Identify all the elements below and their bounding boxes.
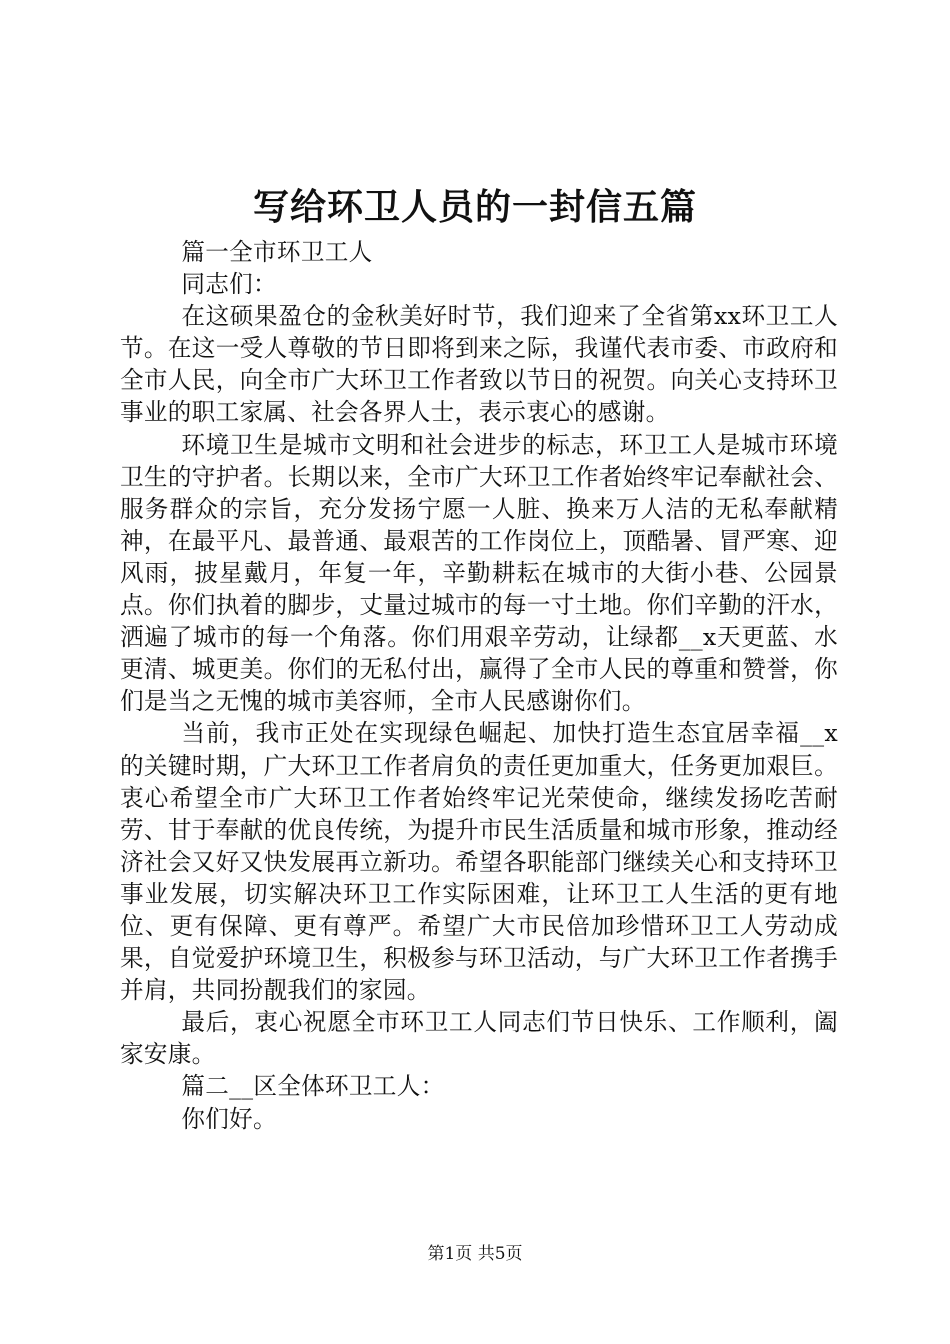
paragraph-1: 在这硕果盈仓的金秋美好时节，我们迎来了全省第xx环卫工人节。在这一受人尊敬的节日即将到来之际，我谨代表市委、市政府和全市人民，向全市广大环卫工作者致以节日的祝贺。向关心支持环卫事业的职工家属、社会各界人士，表示衷心的感谢。 [120, 302, 838, 427]
document-title: 写给环卫人员的一封信五篇 [252, 186, 697, 228]
paragraph-2: 环境卫生是城市文明和社会进步的标志，环卫工人是城市环境卫生的守护者。长期以来，全市广大环卫工作者始终牢记奉献社会、服务群众的宗旨，充分发扬宁愿一人脏、换来万人洁的无私奉献精神，在最平凡、最普通、最艰苦的工作岗位上，顶酷暑、冒严寒、迎风雨，披星戴月，年复一年，辛勤耕耘在城市的大街小巷、公园景点。你们执着的脚步，丈量过城市的每一寸土地。你们辛勤的汗水，洒遍了城市的每一个角落。你们用艰辛劳动，让绿都__x天更蓝、水更清、城更美。你们的无私付出，赢得了全市人民的尊重和赞誉，你们是当之无愧的城市美容师，全市人民感谢你们。 [120, 430, 838, 716]
paragraph-4: 最后，衷心祝愿全市环卫工人同志们节日快乐、工作顺利，阖家安康。 [120, 1008, 838, 1069]
page-number-footer: 第1页 共5页 [427, 1244, 523, 1264]
salutation: 同志们： [181, 270, 277, 299]
section-heading-2: 篇二__区全体环卫工人： [181, 1072, 445, 1101]
section-heading-1: 篇一全市环卫工人 [181, 238, 373, 266]
greeting: 你们好。 [181, 1104, 277, 1133]
paragraph-3: 当前，我市正处在实现绿色崛起、加快打造生态宜居幸福__x的关键时期，广大环卫工作者肩负的责任更加重大，任务更加艰巨。衷心希望全市广大环卫工作者始终牢记光荣使命，继续发扬吃苦耐劳、甘于奉献的优良传统，为提升市民生活质量和城市形象，推动经济社会又好又快发展再立新功。希望各职能部门继续关心和支持环卫事业发展，切实解决环卫工作实际困难，让环卫工人生活的更有地位、更有保障、更有尊严。希望广大市民倍加珍惜环卫工人劳动成果，自觉爱护环境卫生，积极参与环卫活动，与广大环卫工作者携手并肩，共同扮靓我们的家园。 [120, 719, 838, 1005]
document-body [120, 236, 838, 1135]
